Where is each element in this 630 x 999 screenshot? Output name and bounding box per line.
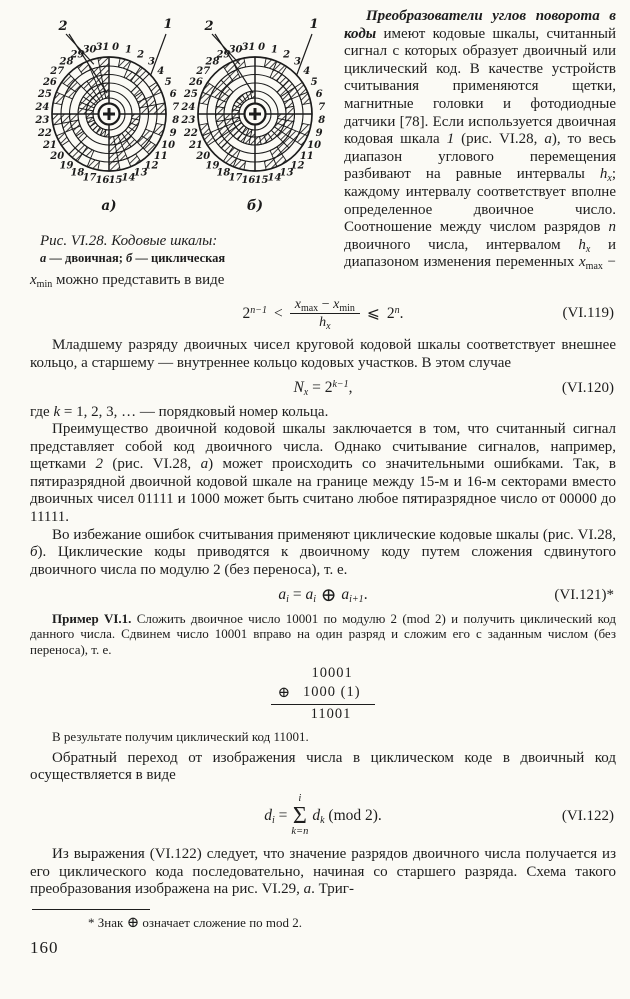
svg-text:30: 30 <box>82 44 97 56</box>
paragraph-cyclic: Во избежание ошибок считывания применяют циклические кодовые шкалы (рис. VI.28, б). Циклические коды приводятся к двоичному коду путем сложения сдвинутого двоичного числа по модулю 2 (без переноса), т. е. <box>30 526 616 578</box>
svg-text:15: 15 <box>108 175 123 187</box>
paragraph-intro: Преобразователи углов поворота в коды имеют кодовые шкалы, считанный сигнал с которых образует двоичный или циклический код. В качестве устройств считывания применяются щетки, магнитные головки и фотодиодные датчики [78]. Если используется двоичная кодовая шкала 1 (рис. VI.28, а), то весь диапазон углового перемещения разбивают на равные интервалы $h_x$; каждому интервалу соответствует вполне определенное двоичное число. Соотношение между числом разрядов n двоичного числа, интервалом $h_x$ и диапазоном изменения переменных $x_{max} - x_{min}$ можно представить в виде <box>30 8 617 290</box>
svg-text:23: 23 <box>181 115 196 127</box>
svg-text:6: 6 <box>315 89 323 101</box>
footnote-rule <box>32 909 150 910</box>
eq119-lhs: $2^{n-1}$ <box>242 304 267 322</box>
svg-text:1: 1 <box>309 17 319 32</box>
paragraph-conclusion: Из выражения (VI.122) следует, что значение разрядов двоичного числа получается из его циклического кода последовательно, начиная со старшего разряда. Схема такого преобразования изображена на рис. VI.29, а. Триг- <box>30 846 616 898</box>
svg-text:31: 31 <box>95 41 110 53</box>
svg-text:24: 24 <box>35 101 50 113</box>
page-number: 160 <box>30 938 59 958</box>
svg-text:19: 19 <box>59 160 74 172</box>
svg-text:10: 10 <box>161 140 176 152</box>
svg-text:2: 2 <box>283 49 291 61</box>
svg-text:18: 18 <box>216 167 231 179</box>
eq119-fraction: $\frac{x_{max} - x_{min}}{h_x}$ <box>290 297 360 331</box>
eq119-number: (VI.119) <box>562 305 614 322</box>
eq121-number: (VI.121)* <box>554 586 614 603</box>
svg-text:1: 1 <box>270 44 278 56</box>
svg-text:15: 15 <box>254 175 269 187</box>
svg-text:17: 17 <box>228 172 243 184</box>
svg-text:5: 5 <box>164 76 172 88</box>
svg-text:28: 28 <box>59 56 74 68</box>
svg-text:8: 8 <box>318 115 326 127</box>
svg-text:2: 2 <box>137 49 145 61</box>
equation-vi121: $a_i = a_i$ ⊕ $a_{i+1}$. (VI.121)* <box>278 585 614 607</box>
svg-text:11: 11 <box>153 151 168 163</box>
svg-text:2: 2 <box>58 19 68 34</box>
svg-text:7: 7 <box>172 101 180 113</box>
svg-text:0: 0 <box>112 41 120 53</box>
svg-text:14: 14 <box>267 172 282 184</box>
summation-symbol: i Σ k=n <box>291 793 309 837</box>
svg-text:13: 13 <box>133 167 148 179</box>
svg-text:29: 29 <box>70 49 85 61</box>
svg-text:30: 30 <box>228 44 243 56</box>
paragraph-advantage: Преимущество двоичной кодовой шкалы заключается в том, что считанный сигнал представляет собой код двоичного числа. Однако считывание сигналов, например, щетками 2 (рис. VI.28, а) может происходить со значительными ошибками. Так, в пятиразрядной двоичной кодовой шкале на границе между 15-м и 16-м секторами вместо двоичных чисел 01111 и 1000 может быть считано любое пятиразрядное число от 00000 до 11111. <box>30 421 616 526</box>
svg-text:20: 20 <box>50 151 65 163</box>
paragraph-reverse: Обратный переход от изображения числа в циклическом коде в двоичный код осуществляется в виде <box>30 749 616 784</box>
svg-text:7: 7 <box>318 101 326 113</box>
figure-caption-title: Рис. VI.28. Кодовые шкалы: <box>40 232 218 249</box>
addition-result: 11001 <box>310 706 352 723</box>
svg-text:2: 2 <box>204 19 214 34</box>
svg-text:9: 9 <box>169 127 177 139</box>
example-result: В результате получим циклический код 11001. <box>52 729 309 745</box>
svg-text:16: 16 <box>95 175 110 187</box>
svg-text:23: 23 <box>35 115 50 127</box>
figure-vi28 <box>30 8 336 266</box>
paragraph-where-k: где k = 1, 2, 3, … — порядковый номер кольца. <box>30 403 329 420</box>
svg-text:3: 3 <box>294 56 301 68</box>
svg-text:22: 22 <box>183 127 198 139</box>
svg-text:5: 5 <box>310 76 318 88</box>
svg-text:26: 26 <box>42 76 57 88</box>
svg-text:18: 18 <box>70 167 85 179</box>
figure-caption <box>30 232 336 266</box>
eq119-rhs: 2$^n$. <box>386 304 404 322</box>
addition-row2: ⊕ 1000 (1) <box>271 683 374 705</box>
svg-text:4: 4 <box>157 65 165 77</box>
svg-text:0: 0 <box>258 41 266 53</box>
svg-text:21: 21 <box>188 140 203 152</box>
example-lead: Пример VI.1. <box>52 610 132 626</box>
svg-text:16: 16 <box>241 175 256 187</box>
paragraph-lsb-ring: Младшему разряду двоичных чисел круговой кодовой шкалы соответствует внешнее кольцо, а старшему — внутреннее кольцо кодовых участков. В этом случае <box>30 337 616 371</box>
svg-text:20: 20 <box>196 151 211 163</box>
svg-text:1: 1 <box>124 44 132 56</box>
svg-text:10: 10 <box>307 140 322 152</box>
eq120-number: (VI.120) <box>561 379 614 396</box>
code-disks-illustration <box>30 8 336 222</box>
svg-text:27: 27 <box>50 65 65 77</box>
svg-text:а): а) <box>101 198 117 214</box>
svg-text:14: 14 <box>121 172 136 184</box>
svg-text:9: 9 <box>315 127 323 139</box>
svg-text:8: 8 <box>172 115 180 127</box>
svg-text:3: 3 <box>148 56 155 68</box>
addition-row1: 10001 <box>311 665 353 682</box>
figure-caption-sub: а — двоичная; б — циклическая <box>40 250 226 265</box>
equation-vi120: $N_x = 2^{k-1}$, (VI.120) <box>293 379 614 399</box>
svg-text:19: 19 <box>205 160 220 172</box>
svg-text:12: 12 <box>290 160 305 172</box>
svg-text:24: 24 <box>181 101 196 113</box>
svg-text:12: 12 <box>144 160 159 172</box>
svg-text:27: 27 <box>196 65 211 77</box>
svg-text:б): б) <box>246 198 264 214</box>
svg-text:4: 4 <box>303 65 311 77</box>
svg-text:25: 25 <box>183 89 198 101</box>
svg-text:28: 28 <box>205 56 220 68</box>
addition-example <box>30 664 616 724</box>
equation-vi122: $d_i$ = i Σ k=n $d_k$ (mod 2). (VI.122) <box>264 793 614 837</box>
example-vi1: Пример VI.1. Сложить двоичное число 10001 по модулю 2 (mod 2) и получить циклический код данного числа. Сдвинем число 10001 вправо на один разряд и сложим его с заданным числом (без переноса), т. е. <box>30 610 617 657</box>
eq122-number: (VI.122) <box>561 807 614 824</box>
svg-text:26: 26 <box>188 76 203 88</box>
svg-text:13: 13 <box>279 167 294 179</box>
equation-vi119: $2^{n-1}$ < $\frac{x_{max} - x_{min}}{h_x}$ ⩽ 2$^n$. (VI.119) <box>242 296 614 332</box>
svg-text:31: 31 <box>241 41 256 53</box>
svg-text:1: 1 <box>163 17 173 32</box>
svg-text:29: 29 <box>216 49 231 61</box>
svg-text:25: 25 <box>37 89 52 101</box>
svg-text:21: 21 <box>42 140 57 152</box>
svg-text:11: 11 <box>299 151 314 163</box>
svg-text:6: 6 <box>169 89 177 101</box>
footnote: * Знак ⊕ означает сложение по mod 2. <box>88 914 303 931</box>
svg-text:22: 22 <box>37 127 52 139</box>
svg-text:17: 17 <box>82 172 97 184</box>
